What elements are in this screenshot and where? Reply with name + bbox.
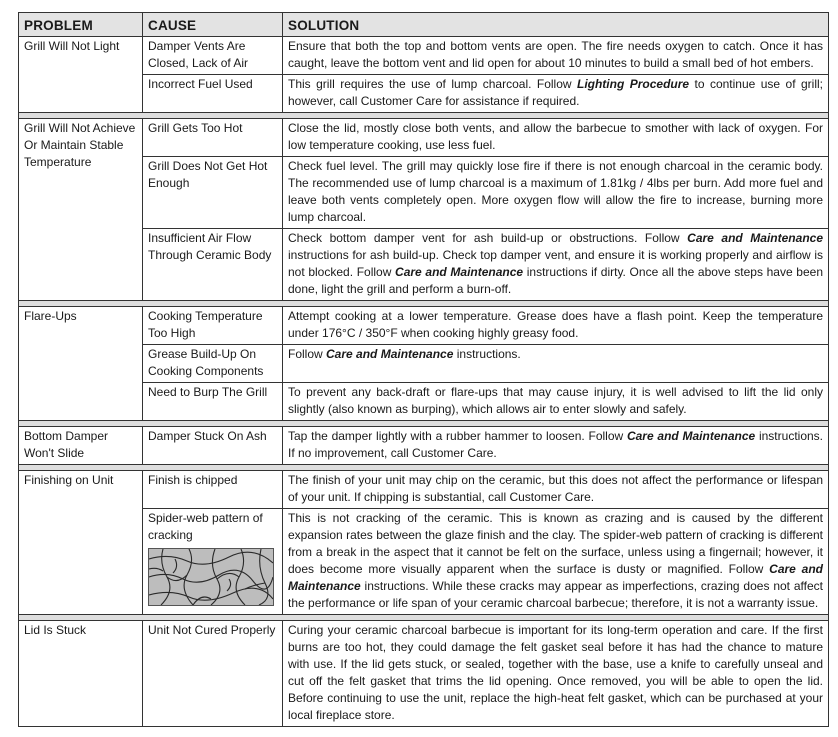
solution-cell: Close the lid, mostly close both vents, and allow the barbecue to smother with lack of oxygen. For low temperature cooking, use less fuel. xyxy=(283,119,829,157)
problem-cell: Bottom Damper Won't Slide xyxy=(19,427,143,465)
cause-text: Spider-web pattern of cracking xyxy=(148,511,263,542)
solution-cell: Attempt cooking at a lower temperature. Grease does have a flash point. Keep the temperature under 176°C / 350°F when cooking highly greasy food. xyxy=(283,307,829,345)
troubleshooting-table xyxy=(18,12,829,727)
cause-cell: Grease Build-Up On Cooking Components xyxy=(143,345,283,383)
solution-cell: Follow Care and Maintenance instructions. xyxy=(283,345,829,383)
reference-lighting-procedure: Lighting Procedure xyxy=(576,77,690,91)
header-problem: PROBLEM xyxy=(19,13,143,37)
cause-cell: Grill Gets Too Hot xyxy=(143,119,283,157)
cause-cell xyxy=(143,509,283,615)
problem-cell: Finishing on Unit xyxy=(19,471,143,615)
solution-cell: Tap the damper lightly with a rubber hammer to loosen. Follow Care and Maintenance instructions. If no improvement, call Customer Care. xyxy=(283,427,829,465)
header-row xyxy=(19,13,829,37)
reference-care-maintenance: Care and Maintenance xyxy=(687,231,823,245)
reference-care-maintenance: Care and Maintenance xyxy=(395,265,524,279)
table-row xyxy=(19,119,829,157)
cause-cell: Cooking Temperature Too High xyxy=(143,307,283,345)
table-row xyxy=(19,471,829,509)
solution-cell: Curing your ceramic charcoal barbecue is important for its long-term operation and care. If the first burns are too hot, they could damage the felt gasket seal before it has had the chance to mature with use. If the lid gets stuck, or sealed, together with the base, use a knife to carefully unseal and cut off the felt gasket that trims the lid opening. Once removed, you will be able to open the lid. Before continuing to use the unit, replace the high-heat felt gasket, which can be purchased at your local fireplace store. xyxy=(283,621,829,727)
crazing-pattern-image xyxy=(148,548,274,606)
solution-cell: Check fuel level. The grill may quickly lose fire if there is not enough charcoal in the ceramic body. The recommended use of lump charcoal is a maximum of 1.81kg / 4lbs per burn. Add more fuel and leave both vents completely open. More oxygen flow will allow the fire to increase, burning more lump charcoal. xyxy=(283,157,829,229)
problem-cell: Lid Is Stuck xyxy=(19,621,143,727)
cause-cell: Need to Burp The Grill xyxy=(143,383,283,421)
reference-care-maintenance: Care and Maintenance xyxy=(288,562,823,593)
reference-care-maintenance: Care and Maintenance xyxy=(626,429,756,443)
reference-care-maintenance: Care and Maintenance xyxy=(326,347,454,361)
solution-cell: This grill requires the use of lump charcoal. Follow Lighting Procedure to continue use of grill; however, call Customer Care for assistance if required. xyxy=(283,75,829,113)
problem-cell: Flare-Ups xyxy=(19,307,143,421)
solution-cell: The finish of your unit may chip on the ceramic, but this does not affect the performance or lifespan of your unit. If chipping is substantial, call Customer Care. xyxy=(283,471,829,509)
cause-cell: Incorrect Fuel Used xyxy=(143,75,283,113)
problem-cell: Grill Will Not Achieve Or Maintain Stable Temperature xyxy=(19,119,143,301)
table-row xyxy=(19,307,829,345)
solution-cell: To prevent any back-draft or flare-ups that may cause injury, it is well advised to lift the lid only slightly (also known as burping), which allows air to enter slowly and safely. xyxy=(283,383,829,421)
table-row xyxy=(19,621,829,727)
table-row xyxy=(19,427,829,465)
problem-cell: Grill Will Not Light xyxy=(19,37,143,113)
cause-cell: Unit Not Cured Properly xyxy=(143,621,283,727)
solution-cell: Ensure that both the top and bottom vents are open. The fire needs oxygen to catch. Once it has caught, leave the bottom vent and lid open for about 10 minutes to build a small bed of hot embers. xyxy=(283,37,829,75)
cause-cell: Insufficient Air Flow Through Ceramic Body xyxy=(143,229,283,301)
cause-cell: Finish is chipped xyxy=(143,471,283,509)
solution-cell: Check bottom damper vent for ash build-up or obstructions. Follow Care and Maintenance instructions for ash build-up. Check top damper vent, and ensure it is working properly and airflow is not blocked. Follow Care and Maintenance instructions if dirty. Once all the above steps have been done, light the grill and perform a burn-off. xyxy=(283,229,829,301)
table-row xyxy=(19,37,829,75)
header-cause: CAUSE xyxy=(143,13,283,37)
cause-cell: Grill Does Not Get Hot Enough xyxy=(143,157,283,229)
solution-cell: This is not cracking of the ceramic. This is known as crazing and is caused by the different expansion rates between the glaze finish and the clay. The spider-web pattern of cracking is different from a break in the aspect that it cannot be felt on the surface, unless using a fingernail; however, it does become more visually apparent when the surface is dusty or magnified. Follow Care and Maintenance instructions. While these cracks may appear as imperfections, crazing does not affect the performance or life span of your ceramic charcoal barbecue; therefore, it is not a warranty issue. xyxy=(283,509,829,615)
cause-cell: Damper Vents Are Closed, Lack of Air xyxy=(143,37,283,75)
header-solution: SOLUTION xyxy=(283,13,829,37)
cause-cell: Damper Stuck On Ash xyxy=(143,427,283,465)
